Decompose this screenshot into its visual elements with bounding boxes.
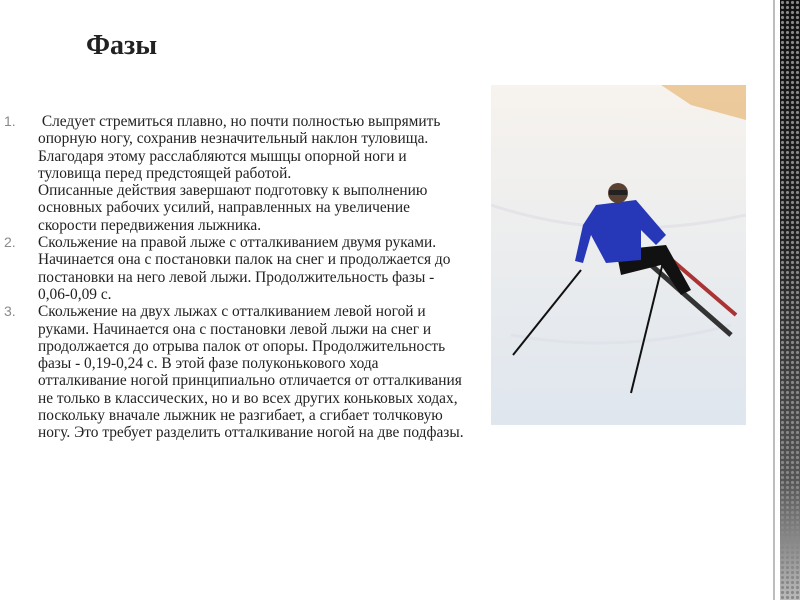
list-number: 2. <box>4 234 16 251</box>
list-item <box>0 234 468 303</box>
list-item <box>0 113 468 234</box>
list-text: Следует стремиться плавно, но почти полностью выпрямить опорную ногу, сохранив незначительный наклон туловища. Благодаря этому расслабляются мышцы опорной ноги и туловища перед предстоящей работой. <box>38 113 445 182</box>
list-text: Скольжение на двух лыжах с отталкиванием левой ногой и руками. Начинается она с постановки левой лыжи на снег и продолжается до отрыва палок от опоры. Продолжительность фазы - 0,19-0,24 с. В этой фазе полуконькового хода отталкивание ногой принципиально отличается от отталкивания не только в классических, но и во всех других коньковых ходах, поскольку вначале лыжник не разгибает, а сгибает толчковую ногу. Это требует разделить отталкивание ногой на две подфазы. <box>38 303 464 442</box>
slide-title: Фазы <box>86 30 158 61</box>
decorative-strip <box>780 0 800 600</box>
phases-list <box>0 113 468 442</box>
list-number: 3. <box>4 303 16 320</box>
list-number: 1. <box>4 113 16 129</box>
list-text: Скольжение на правой лыже с отталкиванием двумя руками. Начинается она с постановки палок на снег и продолжается до постановки на него левой лыжи. Продолжительность фазы - 0,06-0,09 с. <box>38 234 451 303</box>
decorative-divider <box>773 0 775 600</box>
list-item <box>0 303 468 441</box>
list-text: Описанные действия завершают подготовку к выполнению основных рабочих усилий, направленных на увеличение скорости передвижения лыжника. <box>38 182 428 234</box>
skier-photo <box>491 85 746 425</box>
